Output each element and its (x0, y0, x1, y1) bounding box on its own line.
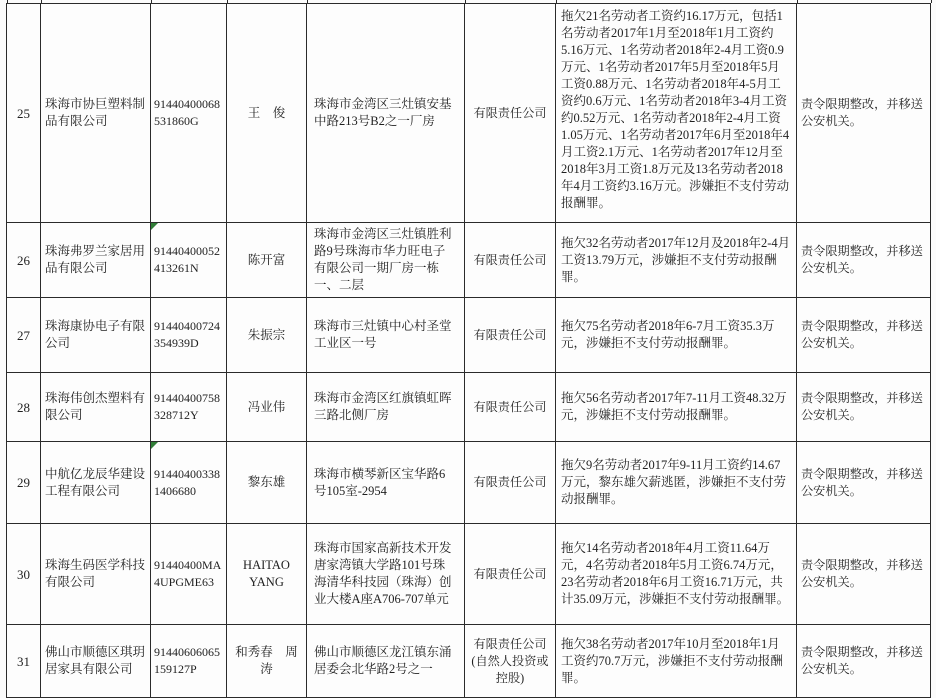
cell-credit-code: 91440606065159127P (151, 625, 227, 698)
border-stub (797, 0, 798, 3)
violations-table (6, 3, 931, 698)
cell-company-name: 珠海生码医学科技有限公司 (41, 524, 151, 625)
cell-company-type: 有限责任公司 (465, 524, 556, 625)
table-row (7, 442, 931, 524)
cell-action: 责令限期整改，并移送公安机关。 (797, 298, 931, 373)
cell-company-name: 珠海伟创杰塑料有限公司 (41, 373, 151, 442)
table-row (7, 524, 931, 625)
cell-index: 27 (7, 298, 41, 373)
cell-violation: 拖欠21名劳动者工资约16.17万元，包括1名劳动者2017年1月至2018年1月工资约5.16万元、1名劳动者2018年2-4月工资0.9万元、1名劳动者2017年5月至2018年5月工资0.88万元、1名劳动者2018年4-5月工资约0.6万元、1名劳动者2018年3-4月工资约0.52万元、1名劳动者2018年2-4月工资1.05万元、1名劳动者2017年6月至2018年4月工资2.1万元、1名劳动者2017年12月至2018年3月工资1.8万元及13名劳动者2018年4月工资约3.16万元。涉嫌拒不支付劳动报酬罪。 (556, 4, 797, 223)
table-row (7, 223, 931, 298)
credit-code-text: 914404003381406680 (154, 466, 220, 498)
cell-violation: 拖欠32名劳动者2017年12月及2018年2-4月工资13.79万元，涉嫌拒不支付劳动报酬罪。 (556, 223, 797, 298)
cell-company-type: 有限责任公司 (465, 4, 556, 223)
border-stub (556, 0, 557, 3)
excel-error-marker-icon (151, 442, 158, 449)
cell-company-name: 中航亿龙辰华建设工程有限公司 (41, 442, 151, 524)
cell-legal-rep: HAITAO YANG (227, 524, 307, 625)
cell-action: 责令限期整改，并移送公安机关。 (797, 442, 931, 524)
table-row (7, 625, 931, 698)
cell-address: 珠海市国家高新技术开发唐家湾镇大学路101号珠海清华科技园（珠海）创业大楼A座A706-707单元 (307, 524, 465, 625)
cell-violation: 拖欠9名劳动者2017年9-11月工资约14.67万元，黎东雄欠薪逃匿，涉嫌拒不支付劳动报酬罪。 (556, 442, 797, 524)
cell-legal-rep: 黎东雄 (227, 442, 307, 524)
cell-violation: 拖欠56名劳动者2017年7-11月工资48.32万元，涉嫌拒不支付劳动报酬罪。 (556, 373, 797, 442)
cell-legal-rep: 冯业伟 (227, 373, 307, 442)
cell-action: 责令限期整改，并移送公安机关。 (797, 223, 931, 298)
cell-credit-code: 91440400MA4UPGME63 (151, 524, 227, 625)
cell-address: 珠海市三灶镇中心村圣堂工业区一号 (307, 298, 465, 373)
cell-credit-code: 91440400724354939D (151, 298, 227, 373)
border-stub (307, 0, 308, 3)
cell-legal-rep: 朱振宗 (227, 298, 307, 373)
cell-company-name: 珠海康协电子有限公司 (41, 298, 151, 373)
cell-credit-code (151, 223, 227, 298)
cell-company-type: 有限责任公司 (465, 442, 556, 524)
cell-legal-rep: 王 俊 (227, 4, 307, 223)
table-row (7, 373, 931, 442)
cell-legal-rep: 陈开富 (227, 223, 307, 298)
credit-code-text: 91440400052413261N (154, 244, 220, 275)
excel-error-marker-icon (151, 223, 158, 230)
cell-action: 责令限期整改，并移送公安机关。 (797, 625, 931, 698)
cell-company-name: 珠海弗罗兰家居用品有限公司 (41, 223, 151, 298)
cell-action: 责令限期整改，并移送公安机关。 (797, 4, 931, 223)
cell-action: 责令限期整改，并移送公安机关。 (797, 524, 931, 625)
cell-company-type: 有限责任公司 (465, 373, 556, 442)
cell-index: 28 (7, 373, 41, 442)
cell-company-type: 有限责任公司(自然人投资或控股) (465, 625, 556, 698)
cell-index: 31 (7, 625, 41, 698)
cell-violation: 拖欠38名劳动者2017年10月至2018年1月工资约70.7万元，涉嫌拒不支付劳动报酬罪。 (556, 625, 797, 698)
cell-index: 26 (7, 223, 41, 298)
table-row (7, 298, 931, 373)
cell-violation: 拖欠75名劳动者2018年6-7月工资35.3万元，涉嫌拒不支付劳动报酬罪。 (556, 298, 797, 373)
cell-index: 30 (7, 524, 41, 625)
border-stub (227, 0, 228, 3)
cell-credit-code: 91440400758328712Y (151, 373, 227, 442)
cell-address: 珠海市横琴新区宝华路6号105室-2954 (307, 442, 465, 524)
cell-index: 25 (7, 4, 41, 223)
border-stub (41, 0, 42, 3)
cell-company-name: 珠海市协巨塑料制品有限公司 (41, 4, 151, 223)
cell-company-type: 有限责任公司 (465, 223, 556, 298)
cell-legal-rep: 和秀春 周涛 (227, 625, 307, 698)
table-row (7, 4, 931, 223)
cell-address: 珠海市金湾区红旗镇虹晖三路北侧厂房 (307, 373, 465, 442)
cell-credit-code (151, 442, 227, 524)
cell-address: 佛山市顺德区龙江镇东涌居委会北华路2号之一 (307, 625, 465, 698)
cell-company-name: 佛山市顺德区琪玥居家具有限公司 (41, 625, 151, 698)
border-stub (931, 0, 932, 3)
border-stub (151, 0, 152, 3)
cell-action: 责令限期整改，并移送公安机关。 (797, 373, 931, 442)
border-stub (465, 0, 466, 3)
border-stub (7, 0, 8, 3)
cell-credit-code: 91440400068531860G (151, 4, 227, 223)
cell-company-type: 有限责任公司 (465, 298, 556, 373)
cell-address: 珠海市金湾区三灶镇胜利路9号珠海市华力旺电子有限公司一期厂房一栋一、二层 (307, 223, 465, 298)
cell-violation: 拖欠14名劳动者2018年4月工资11.64万元，4名劳动者2018年5月工资6.74万元，23名劳动者2018年6月工资16.71万元，共计35.09万元，涉嫌拒不支付劳动报酬罪。 (556, 524, 797, 625)
cell-address: 珠海市金湾区三灶镇安基中路213号B2之一厂房 (307, 4, 465, 223)
cell-index: 29 (7, 442, 41, 524)
